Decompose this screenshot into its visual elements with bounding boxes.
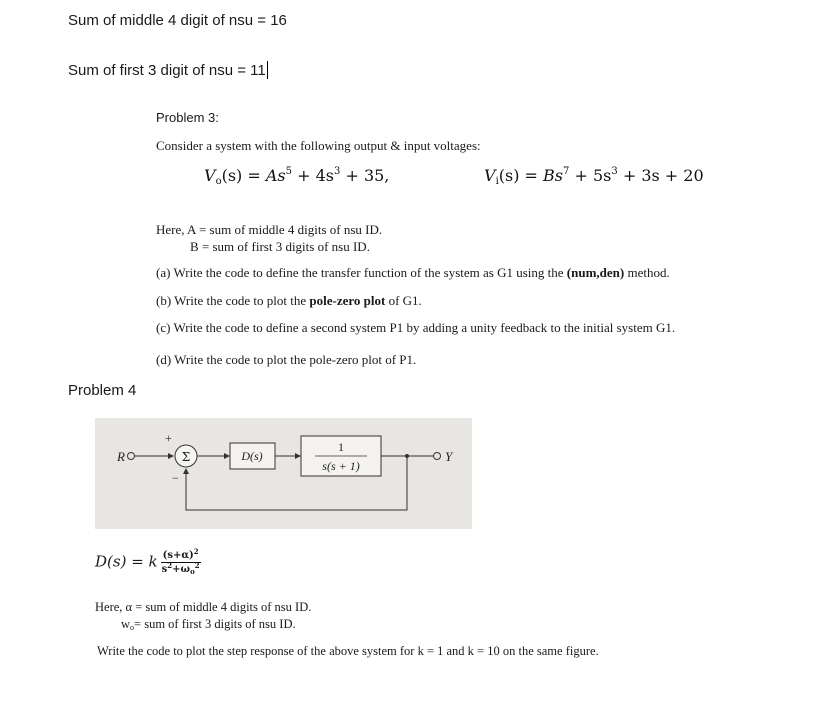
sum-to-d-arrow bbox=[224, 453, 230, 459]
d-den-sub: o bbox=[190, 567, 195, 576]
feedback-arrow bbox=[183, 468, 189, 474]
d-function-equation bbox=[95, 547, 201, 576]
question-a bbox=[156, 265, 670, 281]
d-den-plus: +ω bbox=[172, 564, 191, 575]
definition-omega bbox=[121, 617, 296, 632]
sum-first-line[interactable] bbox=[68, 61, 268, 79]
input-arrow bbox=[168, 453, 174, 459]
vo-a-exp: 5 bbox=[285, 166, 293, 177]
sum-first-label: Sum of first 3 digit of nsu = bbox=[68, 62, 251, 79]
plant-numerator: 1 bbox=[338, 440, 344, 454]
vo-mid: + 4s bbox=[292, 166, 334, 185]
input-voltage-equation bbox=[484, 166, 704, 185]
vo-rest: + 35, bbox=[340, 166, 390, 185]
d-function-denominator bbox=[161, 563, 201, 575]
omega-text: = sum of first 3 digits of nsu ID. bbox=[134, 617, 296, 631]
d-den-sub-exp: 2 bbox=[194, 561, 200, 570]
d-block-label: D(s) bbox=[241, 449, 263, 463]
vi-mid: + 5s bbox=[569, 166, 612, 185]
block-diagram bbox=[95, 418, 472, 529]
sum-first-value[interactable]: 11 bbox=[250, 62, 266, 79]
problem-3-title: Problem 3: bbox=[156, 110, 219, 125]
question-b-bold: pole-zero plot bbox=[309, 293, 386, 308]
question-a-end: method. bbox=[624, 265, 670, 280]
vi-b-exp: 7 bbox=[563, 166, 570, 177]
vi-arg: (s) = bbox=[498, 166, 544, 185]
d-function-fraction bbox=[161, 547, 201, 576]
question-a-text: (a) Write the code to define the transfer function of the system as G1 using the bbox=[156, 265, 567, 280]
definition-a: Here, A = sum of middle 4 digits of nsu ID. bbox=[156, 222, 383, 237]
omega-subscript: o bbox=[130, 623, 135, 632]
vi-symbol: V bbox=[484, 166, 496, 185]
output-label: Y bbox=[445, 449, 453, 464]
d-den-base: s bbox=[161, 564, 168, 575]
text-caret bbox=[267, 61, 268, 79]
problem-3-intro: Consider a system with the following output & input voltages: bbox=[156, 138, 481, 153]
d-num-base: (s+α) bbox=[162, 550, 194, 561]
vo-symbol: V bbox=[204, 166, 216, 185]
question-a-bold: (num,den) bbox=[566, 265, 625, 280]
question-b-end: of G1. bbox=[385, 293, 422, 308]
problem-4-instruction: Write the code to plot the step response of the above system for k = 1 and k = 10 on the same figure. bbox=[97, 644, 599, 658]
input-node bbox=[128, 453, 135, 460]
plant-denominator: s(s + 1) bbox=[322, 459, 360, 473]
vo-arg: (s) = bbox=[221, 166, 266, 185]
definition-alpha: Here, α = sum of middle 4 digits of nsu ID. bbox=[95, 600, 312, 614]
plus-sign: + bbox=[165, 431, 172, 445]
question-c: (c) Write the code to define a second system P1 by adding a unity feedback to the initial system G1. bbox=[156, 320, 676, 335]
vi-rest: + 3s + 20 bbox=[617, 166, 704, 185]
output-voltage-equation bbox=[204, 166, 389, 185]
minus-sign: − bbox=[172, 471, 179, 485]
problem-4-title: Problem 4 bbox=[68, 382, 137, 399]
sum-middle-line bbox=[68, 12, 287, 29]
sum-middle-value: 16 bbox=[270, 12, 287, 29]
sigma-symbol: Σ bbox=[181, 450, 191, 464]
block-diagram-svg bbox=[95, 418, 472, 529]
vi-subscript: i bbox=[495, 176, 499, 187]
question-b bbox=[156, 293, 422, 309]
vi-b-term: Bs bbox=[543, 166, 564, 185]
vo-mid-exp: 3 bbox=[333, 166, 341, 177]
vo-subscript: o bbox=[215, 176, 222, 187]
d-function-lhs: D(s) = k bbox=[95, 552, 158, 571]
d-num-exp: 2 bbox=[193, 547, 199, 556]
vo-a-term: As bbox=[265, 166, 286, 185]
omega-symbol: w bbox=[121, 617, 131, 631]
output-node bbox=[434, 453, 441, 460]
definition-b: B = sum of first 3 digits of nsu ID. bbox=[190, 239, 370, 254]
question-b-text: (b) Write the code to plot the bbox=[156, 293, 310, 308]
input-label: R bbox=[117, 449, 125, 464]
vi-mid-exp: 3 bbox=[611, 166, 618, 177]
d-den-exp: 2 bbox=[167, 561, 173, 570]
question-d: (d) Write the code to plot the pole-zero plot of P1. bbox=[156, 352, 417, 367]
d-to-plant-arrow bbox=[295, 453, 301, 459]
sum-middle-label: Sum of middle 4 digit of nsu = bbox=[68, 12, 271, 29]
